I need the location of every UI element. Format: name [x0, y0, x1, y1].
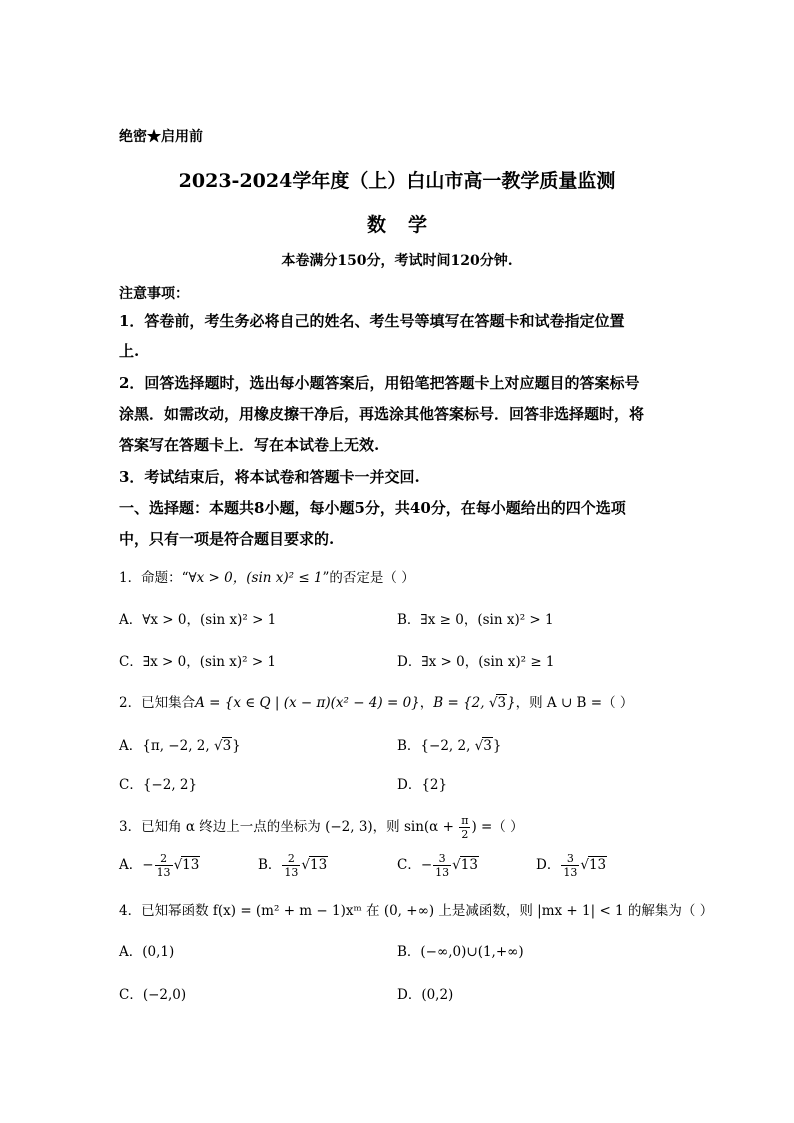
option-label: D．	[536, 857, 561, 873]
question-1-option-d: D．∃x > 0，(sin x)² ≥ 1	[397, 654, 555, 670]
notice-item-1-line-2: 上.	[119, 342, 140, 360]
fraction-numerator: π	[461, 814, 469, 827]
sqrt-symbol: √	[580, 857, 589, 873]
notice-item-1-line-1: 1．答卷前，考生务必将自己的姓名、考生号等填写在答题卡和试卷指定位置	[119, 312, 625, 330]
question-3-option-c	[397, 852, 479, 879]
sqrt-symbol: √	[301, 857, 311, 873]
option-label: A．−	[119, 857, 154, 873]
section-1-line-1: 一、选择题：本题共8小题，每小题5分，共40分，在每小题给出的四个选项	[119, 499, 626, 517]
option-sqrt: 13	[588, 857, 607, 873]
question-2-option-a	[119, 734, 241, 754]
notice-item-3: 3．考试结束后，将本试卷和答题卡一并交回.	[119, 468, 420, 486]
question-3-option-d	[536, 852, 607, 879]
option-fraction	[561, 852, 579, 879]
fraction-denominator: 13	[435, 866, 450, 879]
question-1-stem	[119, 566, 415, 586]
notice-item-2-line-1: 2．回答选择题时，选出每小题答案后，用铅笔把答题卡上对应题目的答案标号	[119, 374, 640, 392]
question-2-stem-mid: ，	[419, 695, 434, 711]
fraction-numerator: 3	[433, 852, 451, 866]
question-2-option-b	[397, 734, 501, 754]
option-label: C．−	[397, 857, 433, 873]
fraction-denominator: 13	[284, 866, 299, 879]
option-sqrt: 13	[310, 857, 328, 873]
option-fraction	[155, 852, 173, 879]
option-sqrt: 13	[460, 857, 478, 873]
question-3-option-b	[258, 852, 328, 879]
question-2-set-b-post: }	[507, 695, 516, 711]
fraction-denominator: 2	[461, 828, 469, 841]
exam-info: 本卷满分150分，考试时间120分钟.	[281, 253, 513, 269]
question-3-stem-post: ) =（ ）	[471, 819, 524, 835]
subject-title: 数学	[366, 214, 449, 236]
question-4-option-d: D．(0,2)	[397, 987, 454, 1003]
question-1-option-b: B．∃x ≥ 0，(sin x)² > 1	[397, 612, 554, 628]
question-2-option-a-post: }	[232, 738, 241, 754]
question-2-option-b-sqrt: 3	[483, 738, 492, 754]
question-2-option-a-pre: A．{π, −2, 2,	[119, 738, 214, 754]
fraction-numerator: 3	[561, 852, 579, 866]
option-label: B．	[258, 857, 282, 873]
fraction-numerator: 2	[282, 852, 300, 866]
question-1-option-c: C．∃x > 0，(sin x)² > 1	[119, 654, 277, 670]
question-2-stem-pre: 2．已知集合	[119, 695, 196, 711]
secret-label: 绝密★启用前	[119, 129, 203, 145]
fraction-denominator: 13	[563, 866, 578, 879]
exam-title: 2023-2024学年度（上）白山市高一教学质量监测	[178, 170, 616, 192]
notice-item-2-line-3: 答案写在答题卡上．写在本试卷上无效.	[119, 436, 380, 454]
sqrt-symbol: √	[474, 738, 484, 754]
notice-heading: 注意事项：	[119, 286, 189, 302]
question-3-option-a	[119, 852, 200, 879]
question-2-stem-post: ，则 A ∪ B =（ ）	[515, 695, 634, 711]
question-2-set-b-sqrt: 3	[497, 695, 507, 711]
question-1-option-a: A．∀x > 0，(sin x)² > 1	[119, 612, 277, 628]
question-4-option-a: A．(0,1)	[119, 944, 175, 960]
question-2-option-c: C．{−2, 2}	[119, 777, 198, 793]
question-2-option-b-pre: B．{−2, 2,	[397, 738, 475, 754]
option-fraction	[433, 852, 451, 879]
question-1-stem-post: ”的否定是（ ）	[322, 570, 415, 586]
question-2-stem	[119, 691, 633, 711]
question-2-option-d: D．{2}	[397, 777, 448, 793]
question-3-fraction	[459, 814, 470, 841]
fraction-numerator: 2	[155, 852, 173, 866]
question-2-option-b-post: }	[492, 738, 502, 754]
question-1-stem-math: ∀x > 0，(sin x)² ≤ 1	[188, 570, 323, 586]
sqrt-symbol: √	[452, 857, 461, 873]
question-2-option-a-sqrt: 3	[222, 738, 232, 754]
question-4-option-b: B．(−∞,0)∪(1,+∞)	[397, 944, 524, 960]
option-sqrt: 13	[182, 857, 200, 873]
sqrt-symbol: √	[213, 738, 223, 754]
question-4-stem: 4．已知幂函数 f(x) = (m² + m − 1)xᵐ 在 (0, +∞) 上是减函数，则 |mx + 1| < 1 的解集为（ ）	[119, 903, 714, 919]
option-fraction	[282, 852, 300, 879]
section-1-line-2: 中，只有一项是符合题目要求的.	[119, 530, 335, 548]
question-3-stem	[119, 814, 524, 841]
sqrt-symbol: √	[488, 695, 498, 711]
question-2-set-a: A = {x ∈ Q | (x − π)(x² − 4) = 0}	[195, 695, 420, 711]
question-4-option-c: C．(−2,0)	[119, 987, 187, 1003]
question-1-stem-pre: 1．命题：“	[119, 570, 189, 586]
notice-item-2-line-2: 涂黑．如需改动，用橡皮擦干净后，再选涂其他答案标号．回答非选择题时，将	[119, 405, 645, 423]
sqrt-symbol: √	[173, 857, 183, 873]
question-3-stem-pre: 3．已知角 α 终边上一点的坐标为 (−2, 3)，则 sin(α +	[119, 819, 459, 835]
fraction-denominator: 13	[156, 866, 171, 879]
question-2-set-b-pre: B = {2,	[433, 695, 489, 711]
